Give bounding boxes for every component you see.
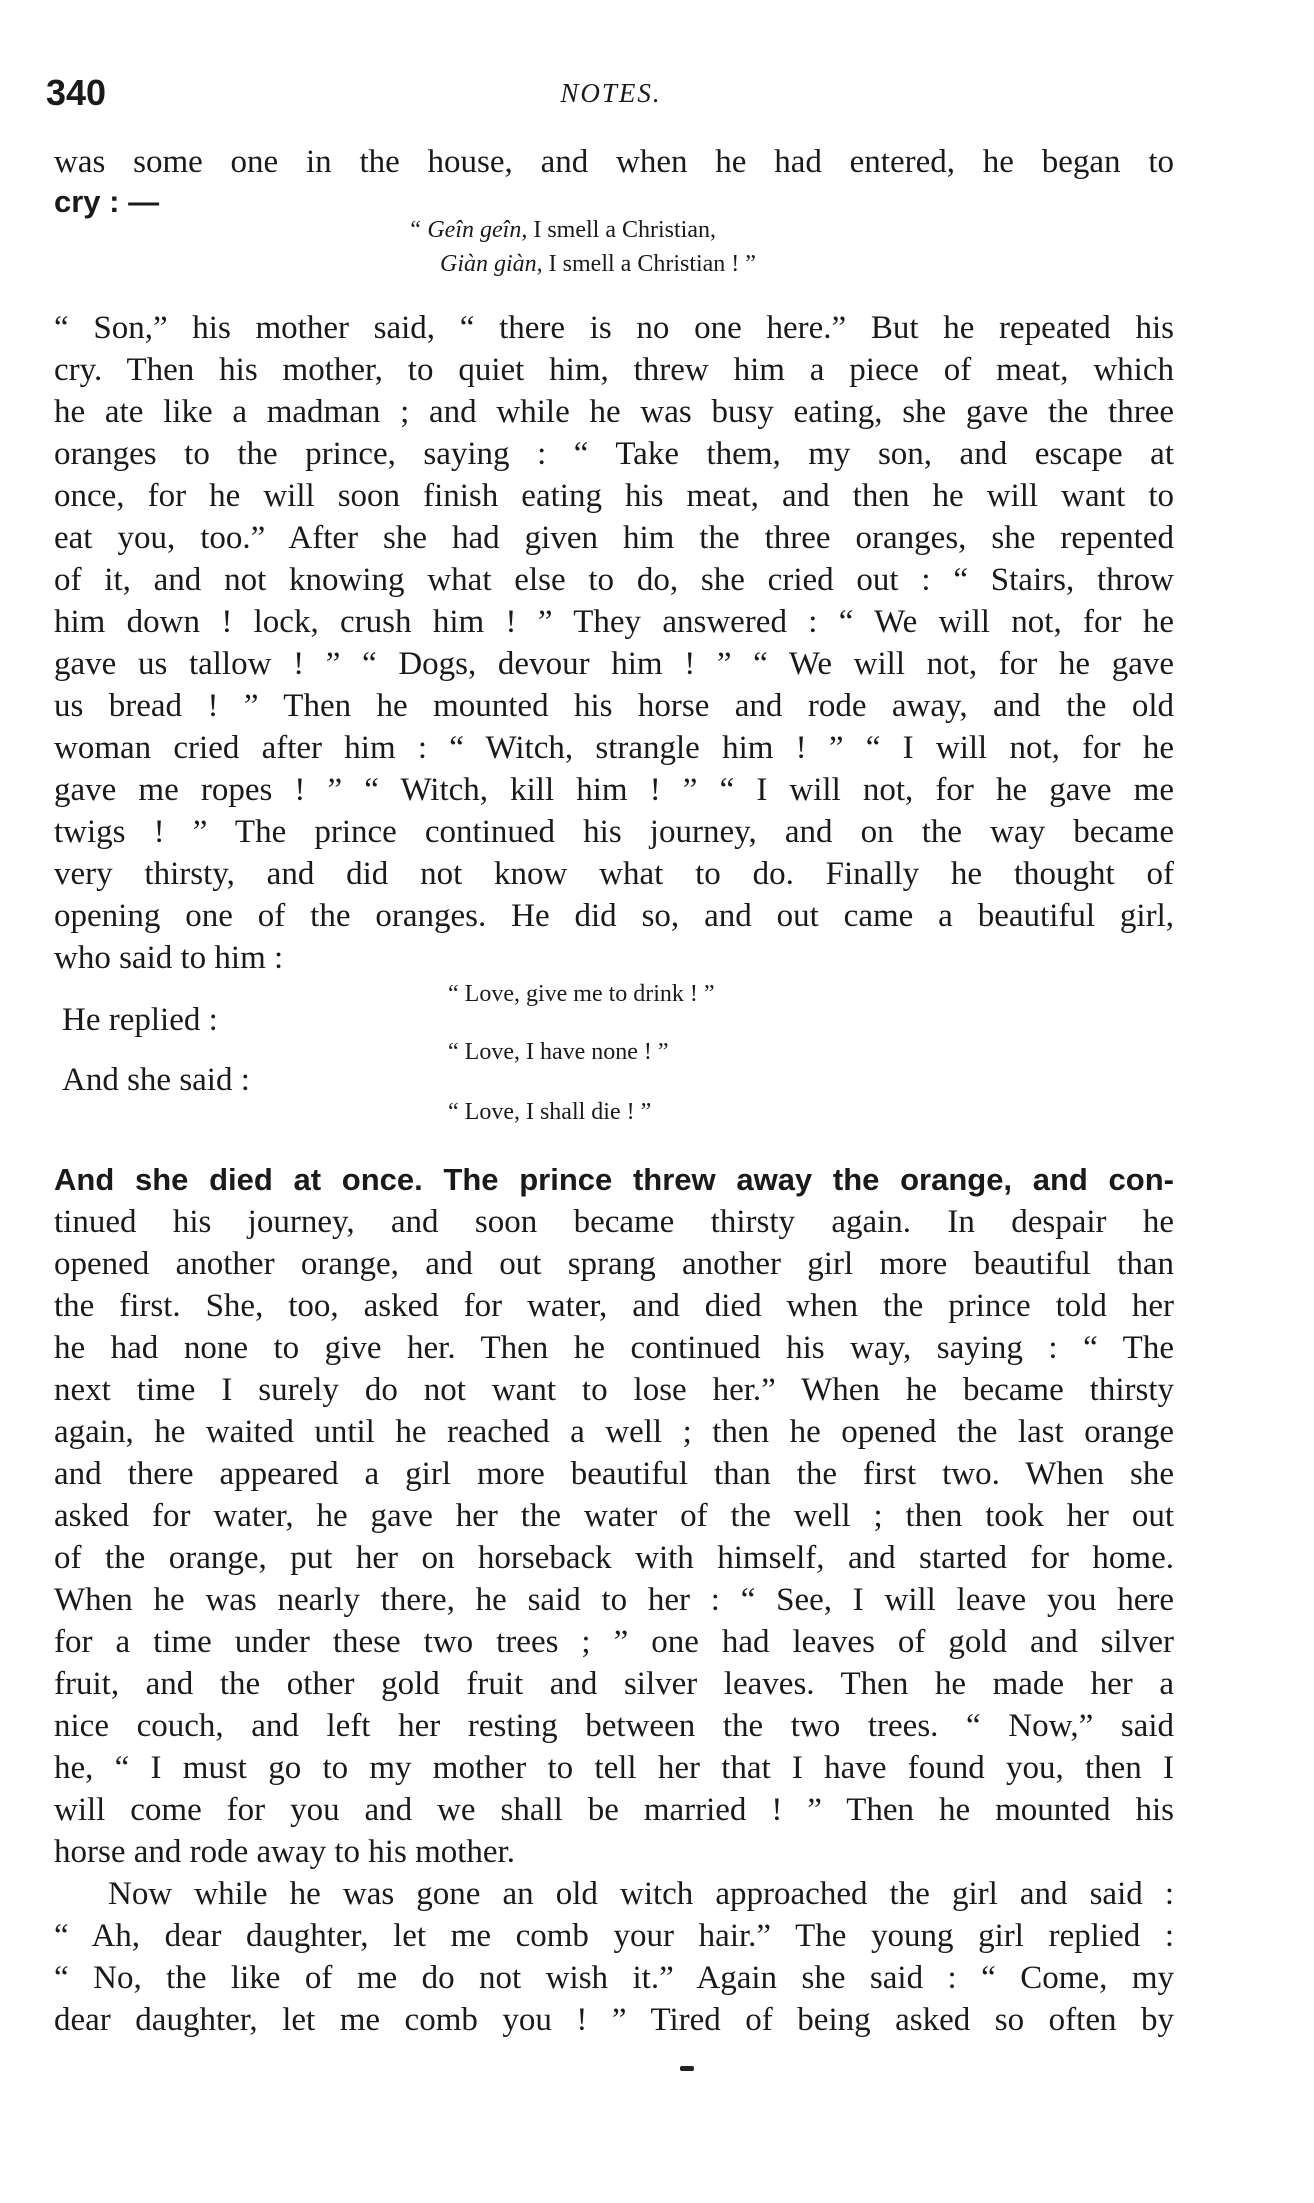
text-line: cry. Then his mother, to quiet him, threw him a piece of meat, which	[54, 352, 1174, 388]
text-line: “ Son,” his mother said, “ there is no one here.” But he repeated his	[54, 310, 1174, 346]
text-line: and there appeared a girl more beautiful than the first two. When she	[54, 1456, 1174, 1492]
song-text: I smell a Christian ! ”	[542, 251, 756, 277]
text-line: gave us tallow ! ” “ Dogs, devour him ! ” “ We will not, for he gave	[54, 646, 1174, 682]
text-line: who said to him :	[54, 940, 284, 976]
song-italic: “ Geîn geîn,	[408, 217, 528, 243]
text-line: twigs ! ” The prince continued his journey, and on the way became	[54, 814, 1174, 850]
text-line: of the orange, put her on horseback with himself, and started for home.	[54, 1540, 1174, 1576]
text-line: horse and rode away to his mother.	[54, 1834, 515, 1870]
text-line: him down ! lock, crush him ! ” They answered : “ We will not, for he	[54, 604, 1174, 640]
running-head: NOTES.	[560, 78, 662, 108]
song-line	[408, 214, 716, 246]
text-line: next time I surely do not want to lose her.” When he became thirsty	[54, 1372, 1174, 1408]
text-line: cry : —	[54, 184, 160, 219]
text-line: opening one of the oranges. He did so, and out came a beautiful girl,	[54, 898, 1174, 934]
text-line: once, for he will soon finish eating his meat, and then he will want to	[54, 478, 1174, 514]
text-line: gave me ropes ! ” “ Witch, kill him ! ” “ I will not, for he gave me	[54, 772, 1174, 808]
dialogue-verse: “ Love, I shall die ! ”	[448, 1099, 652, 1125]
text-line: woman cried after him : “ Witch, strangle him ! ” “ I will not, for he	[54, 730, 1174, 766]
text-line: again, he waited until he reached a well ; then he opened the last orange	[54, 1414, 1174, 1450]
text-line: fruit, and the other gold fruit and silver leaves. Then he made her a	[54, 1666, 1174, 1702]
text-line: the first. She, too, asked for water, and died when the prince told her	[54, 1288, 1174, 1324]
text-line: very thirsty, and did not know what to do. Finally he thought of	[54, 856, 1174, 892]
text-line: asked for water, he gave her the water of the well ; then took her out	[54, 1498, 1174, 1534]
text-line: “ No, the like of me do not wish it.” Again she said : “ Come, my	[54, 1960, 1174, 1996]
text-line: When he was nearly there, he said to her : “ See, I will leave you here	[54, 1582, 1174, 1618]
text-line: will come for you and we shall be married ! ” Then he mounted his	[54, 1792, 1174, 1828]
page-number: 340	[46, 72, 107, 113]
text-line: he ate like a madman ; and while he was busy eating, she gave the three	[54, 394, 1174, 430]
text-line: And she died at once. The prince threw away the orange, and con-	[54, 1162, 1174, 1197]
song-italic: Giàn giàn,	[440, 251, 543, 277]
dialogue-label: He replied :	[62, 1002, 218, 1038]
text-line: of it, and not knowing what else to do, she cried out : “ Stairs, throw	[54, 562, 1174, 598]
text-line: tinued his journey, and soon became thirsty again. In despair he	[54, 1204, 1174, 1240]
text-line: for a time under these two trees ; ” one had leaves of gold and silver	[54, 1624, 1174, 1660]
dialogue-verse: “ Love, I have none ! ”	[448, 1039, 669, 1065]
text-line: was some one in the house, and when he had entered, he began to	[54, 144, 1174, 180]
dialogue-verse: “ Love, give me to drink ! ”	[448, 981, 715, 1007]
text-line: he, “ I must go to my mother to tell her that I have found you, then I	[54, 1750, 1174, 1786]
page-header	[46, 72, 1176, 122]
song-text: I smell a Christian,	[527, 217, 716, 243]
text-line: oranges to the prince, saying : “ Take them, my son, and escape at	[54, 436, 1174, 472]
text-line: nice couch, and left her resting between the two trees. “ Now,” said	[54, 1708, 1174, 1744]
text-line: dear daughter, let me comb you ! ” Tired of being asked so often by	[54, 2002, 1174, 2038]
text-line: Now while he was gone an old witch approached the girl and said :	[108, 1876, 1174, 1912]
dialogue-label: And she said :	[62, 1062, 250, 1098]
text-line: opened another orange, and out sprang another girl more beautiful than	[54, 1246, 1174, 1282]
text-line: he had none to give her. Then he continued his way, saying : “ The	[54, 1330, 1174, 1366]
ink-mark	[680, 2066, 694, 2071]
song-line	[440, 248, 756, 280]
text-line: eat you, too.” After she had given him the three oranges, she repented	[54, 520, 1174, 556]
text-line: “ Ah, dear daughter, let me comb your hair.” The young girl replied :	[54, 1918, 1174, 1954]
text-line: us bread ! ” Then he mounted his horse and rode away, and the old	[54, 688, 1174, 724]
